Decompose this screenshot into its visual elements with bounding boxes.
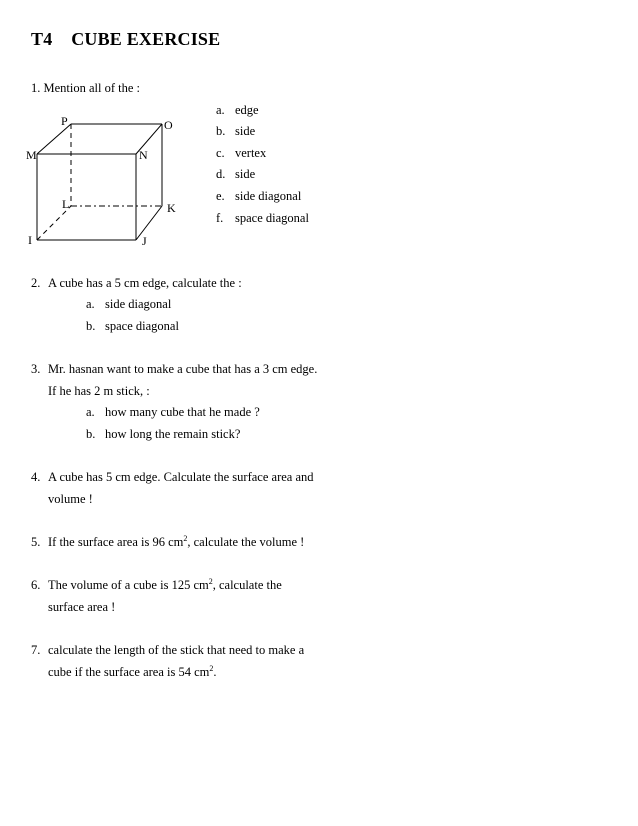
question-text: Mention all of the : xyxy=(43,81,141,95)
question-text-line-1: calculate the length of the stick that need to make a xyxy=(48,643,305,657)
vertex-label-M: M xyxy=(26,148,37,162)
cube-diagram xyxy=(26,108,196,253)
edge-IL xyxy=(37,206,71,240)
question-4-line-2: volume ! xyxy=(48,492,93,506)
question-text: If the surface area is 96 $cm^2$, calculate the volume ! xyxy=(48,534,305,549)
q2-option-a: a. side diagonal xyxy=(86,297,172,311)
vertex-label-N: N xyxy=(139,148,148,162)
vertex-label-K: K xyxy=(167,201,176,215)
q1-option-f: f. space diagonal xyxy=(216,211,309,225)
q1-option-d: d. side xyxy=(216,167,256,181)
question-text: A cube has a 5 cm edge, calculate the : xyxy=(48,276,242,290)
q1-option-a: a. edge xyxy=(216,103,259,117)
question-number: 7. xyxy=(31,643,41,657)
vertex-label-J: J xyxy=(142,234,147,248)
question-text-line-1: Mr. hasnan want to make a cube that has a 3 cm edge. xyxy=(48,362,318,376)
q3-option-b: b. how long the remain stick? xyxy=(86,427,241,441)
vertex-label-P: P xyxy=(61,114,68,128)
question-6-line-2: surface area ! xyxy=(48,600,116,614)
q2-option-b: b. space diagonal xyxy=(86,319,179,333)
vertex-label-L: L xyxy=(62,197,70,211)
edge-JK xyxy=(136,206,162,240)
question-7-line-2: cube if the surface area is 54 $cm^2$. xyxy=(48,664,217,679)
question-number: 3. xyxy=(31,362,41,376)
question-number: 1. xyxy=(31,81,41,95)
question-3-line-2: If he has 2 m stick, : xyxy=(48,384,150,398)
question-number: 2. xyxy=(31,276,41,290)
question-number: 6. xyxy=(31,578,41,592)
q1-option-c: c. vertex xyxy=(216,146,267,160)
question-text-line-1: The volume of a cube is 125 $cm^2$, calculate the xyxy=(48,577,282,592)
vertex-label-I: I xyxy=(28,233,32,247)
q1-option-e: e. side diagonal xyxy=(216,189,302,203)
question-number: 4. xyxy=(31,470,41,484)
q1-option-b: b. side xyxy=(216,124,256,138)
edge-MP xyxy=(37,124,71,154)
vertex-label-O: O xyxy=(164,118,173,132)
question-text-line-1: A cube has 5 cm edge. Calculate the surface area and xyxy=(48,470,314,484)
q3-option-a: a. how many cube that he made ? xyxy=(86,405,260,419)
page-title: T4 CUBE EXERCISE xyxy=(31,29,221,49)
question-number: 5. xyxy=(31,535,41,549)
question-1 xyxy=(31,81,140,96)
